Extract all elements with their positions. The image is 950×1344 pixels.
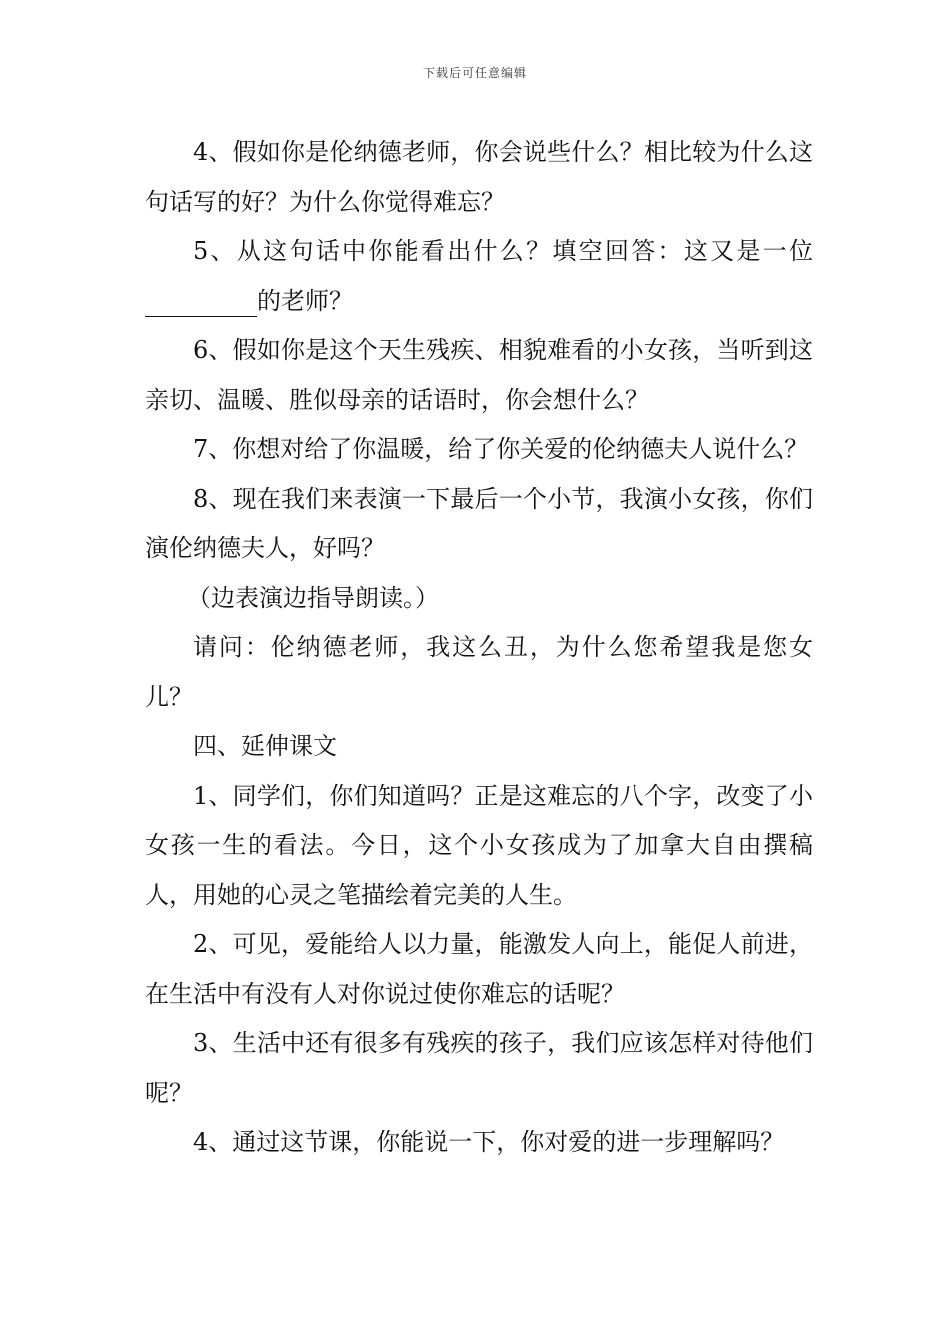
question-4: 4、假如你是伦纳德老师，你会说些什么？相比较为什么这句话写的好？为什么你觉得难忘？ (145, 138, 813, 216)
question-6: 6、假如你是这个天生残疾、相貌难看的小女孩，当听到这亲切、温暖、胜似母亲的话语时，你会想什么？ (145, 336, 813, 414)
question-5-suffix: 的老师？ (257, 286, 353, 315)
document-body (145, 128, 813, 1168)
question-5 (145, 227, 813, 326)
extension-4: 4、通过这节课，你能说一下，你对爱的进一步理解吗？ (193, 1128, 785, 1156)
extension-1: 1、同学们，你们知道吗？正是这难忘的八个字，改变了小女孩一生的看法。今日，这个小女孩成为了加拿大自由撰稿人，用她的心灵之笔描绘着完美的人生。 (145, 781, 813, 909)
section-heading: 四、延伸课文 (193, 732, 337, 760)
question-8: 8、现在我们来表演一下最后一个小节，我演小女孩，你们演伦纳德夫人，好吗？ (145, 484, 813, 562)
fill-in-blank (145, 286, 257, 317)
page-header: 下载后可任意编辑 (422, 66, 527, 80)
extension-2: 2、可见，爱能给人以力量，能激发人向上，能促人前进，在生活中有没有人对你说过使你难忘的话呢？ (145, 930, 813, 1008)
stage-note: （边表演边指导朗读。） (187, 583, 439, 612)
extension-3: 3、生活中还有很多有残疾的孩子，我们应该怎样对待他们呢？ (145, 1029, 813, 1107)
question-7: 7、你想对给了你温暖，给了你关爱的伦纳德夫人说什么？ (193, 435, 809, 463)
role-play-question: 请问：伦纳德老师，我这么丑，为什么您希望我是您女儿？ (145, 633, 813, 711)
question-5-text: 5、从这句话中你能看出什么？填空回答：这又是一位 (193, 237, 813, 265)
